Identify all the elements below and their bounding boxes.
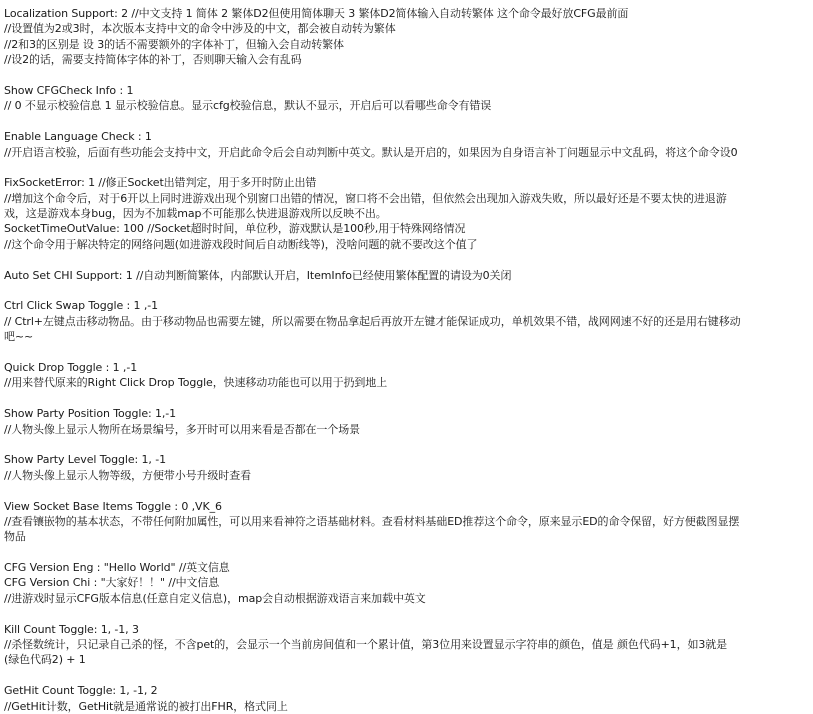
config-line: GetHit Count Toggle: 1, -1, 2 — [4, 684, 158, 698]
comment-line: //人物头像上显示人物等级，方便带小号升级时查看 — [4, 468, 252, 482]
blank-line — [4, 391, 812, 406]
config-line: Quick Drop Toggle : 1 ,-1 — [4, 360, 138, 374]
blank-line — [4, 345, 812, 360]
config-line: 戏，这是游戏本身bug，因为不加载map不可能那么快进退游戏所以反映不出。 — [4, 207, 387, 221]
blank-line — [4, 668, 812, 683]
comment-line: //开启语言校验，后面有些功能会支持中文，开启此命令后会自动判断中英文。默认是开启的，如果因为自身语言补丁问题显示中文乱码，将这个命令设0 — [4, 145, 738, 159]
comment-line: //设置值为2或3时，本次版本支持中文的命令中涉及的中文，都会被自动转为繁体 — [4, 22, 396, 36]
comment-line: //用来替代原来的Right Click Drop Toggle，快速移动功能也可以用于扔到地上 — [4, 376, 388, 390]
config-line: CFG Version Eng : "Hello World" //英文信息 — [4, 561, 230, 575]
comment-line: //设2的话，需要支持简体字体的补丁，否则聊天输入会有乱码 — [4, 53, 302, 67]
config-line: Auto Set CHI Support: 1 //自动判断简繁体，内部默认开启，ItemInfo已经使用繁体配置的请设为0关闭 — [4, 268, 512, 282]
comment-line: // 0 不显示校验信息 1 显示校验信息。显示cfg校验信息，默认不显示，开启后可以看哪些命令有错误 — [4, 99, 492, 113]
config-line: SocketTimeOutValue: 100 //Socket超时时间，单位秒，游戏默认是100秒,用于特殊网络情况 — [4, 222, 466, 236]
config-line: (绿色代码2) + 1 — [4, 653, 86, 667]
config-line: CFG Version Chi : "大家好！！" //中文信息 — [4, 576, 220, 590]
blank-line — [4, 545, 812, 560]
comment-line: //增加这个命令后，对于6开以上同时进游戏出现个别窗口出错的情况，窗口将不会出错，但依然会出现加入游戏失败，所以最好还是不要太快的进退游 — [4, 191, 727, 205]
blank-line — [4, 283, 812, 298]
comment-line: //2和3的区别是 设 3的话不需要额外的字体补丁，但输入会自动转繁体 — [4, 37, 344, 51]
blank-line — [4, 252, 812, 267]
config-line: Enable Language Check : 1 — [4, 130, 152, 144]
config-line: Kill Count Toggle: 1, -1, 3 — [4, 622, 139, 636]
comment-line: //人物头像上显示人物所在场景编号，多开时可以用来看是否都在一个场景 — [4, 422, 361, 436]
config-document — [4, 6, 812, 714]
comment-line: //杀怪数统计，只记录自己杀的怪，不含pet的，会显示一个当前房间值和一个累计值，第3位用来设置显示字符串的颜色，值是 颜色代码+1，如3就是 — [4, 638, 728, 652]
config-line: 吧~~ — [4, 330, 34, 344]
config-line: Localization Support: 2 //中文支持 1 简体 2 繁体D2但使用简体聊天 3 繁体D2简体输入自动转繁体 这个命令最好放CFG最前面 — [4, 7, 629, 20]
config-line: FixSocketError: 1 //修正Socket出错判定，用于多开时防止出错 — [4, 176, 317, 190]
comment-line: //查看镶嵌物的基本状态，不带任何附加属性，可以用来看神符之语基础材料。查看材料基础ED推荐这个命令，原来显示ED的命令保留，好方便截图显摆 — [4, 514, 740, 528]
config-line: 物品 — [4, 530, 26, 544]
comment-line: // Ctrl+左键点击移动物品。由于移动物品也需要左键，所以需要在物品拿起后再放开左键才能保证成功，单机效果不错，战网网速不好的还是用右键移动 — [4, 314, 741, 328]
blank-line — [4, 483, 812, 498]
config-line: Show Party Position Toggle: 1,-1 — [4, 407, 177, 421]
config-line: View Socket Base Items Toggle : 0 ,VK_6 — [4, 499, 222, 513]
blank-line — [4, 606, 812, 621]
comment-line: //进游戏时显示CFG版本信息(任意自定义信息)，map会自动根据游戏语言来加载中英文 — [4, 591, 426, 605]
blank-line — [4, 114, 812, 129]
comment-line: //这个命令用于解决特定的网络问题(如进游戏段时间后自动断线等)，没啥问题的就不要改这个值了 — [4, 237, 478, 251]
blank-line — [4, 68, 812, 83]
config-line: Show Party Level Toggle: 1, -1 — [4, 453, 166, 467]
comment-line: //GetHit计数，GetHit就是通常说的被打出FHR，格式同上 — [4, 699, 288, 713]
config-line: Show CFGCheck Info : 1 — [4, 83, 134, 97]
blank-line — [4, 437, 812, 452]
config-line: Ctrl Click Swap Toggle : 1 ,-1 — [4, 299, 159, 313]
blank-line — [4, 160, 812, 175]
